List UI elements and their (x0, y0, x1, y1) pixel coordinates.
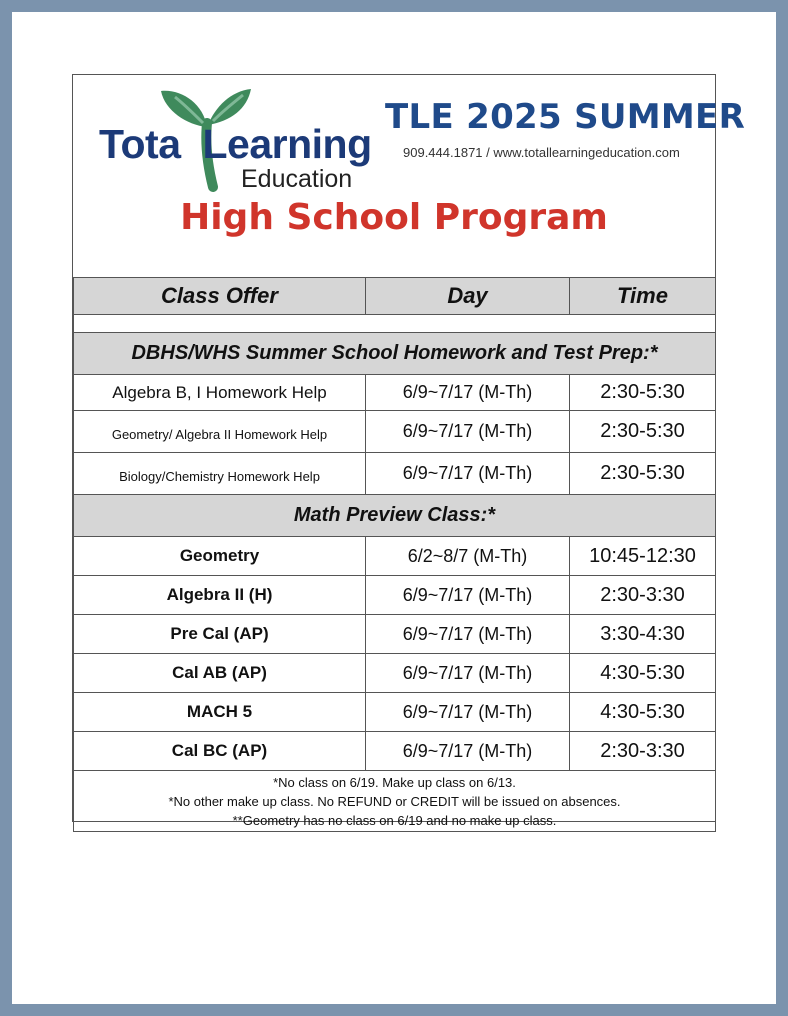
day-cell: 6/9~7/17 (M-Th) (366, 375, 570, 411)
day-cell: 6/9~7/17 (M-Th) (366, 693, 570, 732)
program-sheet (72, 74, 746, 828)
logo-word-right: Learning (202, 121, 372, 167)
class-cell: Cal AB (AP) (74, 654, 366, 693)
time-cell: 3:30-4:30 (570, 615, 716, 654)
day-cell: 6/9~7/17 (M-Th) (366, 453, 570, 495)
class-cell: Algebra B, I Homework Help (74, 375, 366, 411)
schedule-table (73, 277, 716, 832)
section-title: Math Preview Class:* (74, 495, 716, 537)
table-row (74, 375, 716, 411)
table-row (74, 411, 716, 453)
flyer-title: TLE 2025 SUMMER (385, 97, 746, 137)
notes-cell (74, 771, 716, 832)
time-cell: 2:30-3:30 (570, 576, 716, 615)
section-math-header (74, 495, 716, 537)
logo-wordmark (99, 121, 372, 168)
class-cell: Cal BC (AP) (74, 732, 366, 771)
day-cell: 6/9~7/17 (M-Th) (366, 411, 570, 453)
class-cell: Geometry/ Algebra II Homework Help (74, 411, 366, 453)
notes-row (74, 771, 716, 832)
logo-word-left: Tota (99, 121, 181, 167)
table-row (74, 576, 716, 615)
time-cell: 4:30-5:30 (570, 693, 716, 732)
time-cell: 4:30-5:30 (570, 654, 716, 693)
class-cell: Geometry (74, 537, 366, 576)
time-cell: 2:30-5:30 (570, 453, 716, 495)
day-cell: 6/9~7/17 (M-Th) (366, 615, 570, 654)
column-header-day: Day (366, 278, 570, 315)
note-line: **Geometry has no class on 6/19 and no make up class. (232, 812, 557, 828)
day-cell: 6/2~8/7 (M-Th) (366, 537, 570, 576)
time-cell: 2:30-5:30 (570, 375, 716, 411)
note-line: *No class on 6/19. Make up class on 6/13. (273, 774, 516, 790)
section-title: DBHS/WHS Summer School Homework and Test Prep:* (74, 333, 716, 375)
total-learning-logo (95, 83, 372, 195)
day-cell: 6/9~7/17 (M-Th) (366, 732, 570, 771)
time-cell: 2:30-5:30 (570, 411, 716, 453)
time-cell: 10:45-12:30 (570, 537, 716, 576)
contact-info: 909.444.1871 / www.totallearningeducation.com (403, 145, 680, 160)
table-row (74, 537, 716, 576)
class-cell: Algebra II (H) (74, 576, 366, 615)
table-row (74, 615, 716, 654)
column-header-time: Time (570, 278, 716, 315)
flyer-page (12, 12, 776, 1004)
table-row (74, 693, 716, 732)
day-cell: 6/9~7/17 (M-Th) (366, 654, 570, 693)
table-row (74, 453, 716, 495)
program-title: High School Program (180, 197, 608, 238)
flyer-header (73, 75, 746, 278)
spacer-row (74, 315, 716, 333)
class-cell: Pre Cal (AP) (74, 615, 366, 654)
column-header-class: Class Offer (74, 278, 366, 315)
section-homework-header (74, 333, 716, 375)
class-cell: MACH 5 (74, 693, 366, 732)
logo-subtitle: Education (241, 165, 353, 193)
table-row (74, 654, 716, 693)
table-row (74, 732, 716, 771)
note-line: *No other make up class. No REFUND or CREDIT will be issued on absences. (168, 793, 621, 809)
table-header-row (74, 278, 716, 315)
time-cell: 2:30-3:30 (570, 732, 716, 771)
day-cell: 6/9~7/17 (M-Th) (366, 576, 570, 615)
class-cell: Biology/Chemistry Homework Help (74, 453, 366, 495)
